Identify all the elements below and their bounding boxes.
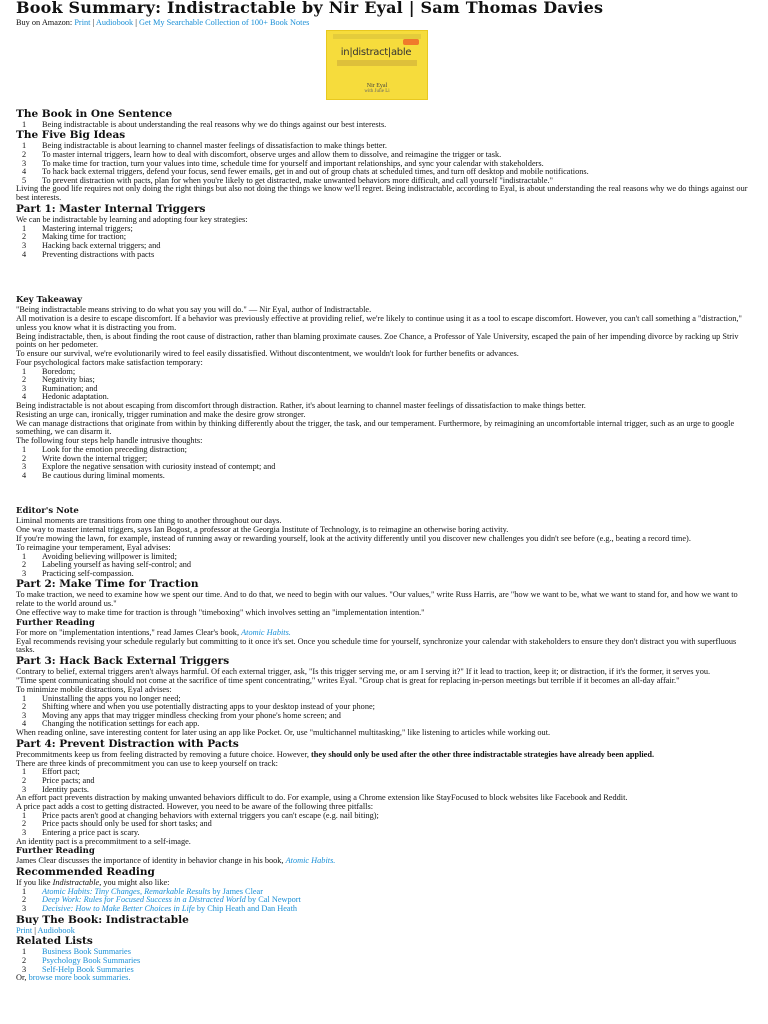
paragraph: When reading online, save interesting content for later using an app like Pocket. Or, use "multichannel multitasking," like listening to articles while working out. bbox=[16, 727, 551, 737]
paragraph: A price pact adds a cost to getting distracted. However, you need to be aware of the following three pitfalls: bbox=[16, 801, 374, 811]
related-list-link[interactable]: Self-Help Book Summaries bbox=[42, 964, 134, 974]
further-reading-heading: Further Reading bbox=[16, 617, 95, 628]
list-item: 2 Shifting where and when you use potentially distracting apps to your desktop instead of your phone; bbox=[22, 702, 375, 712]
list-item: 1 Uninstalling the apps you no longer need; bbox=[22, 693, 181, 703]
collection-link[interactable]: Get My Searchable Collection of 100+ Book Notes bbox=[139, 18, 310, 27]
list-item: 3 Decisive: How to Make Better Choices in Life by Chip Heath and Dan Heath bbox=[22, 904, 298, 914]
paragraph: If you're mowing the lawn, for example, instead of running away or rewarding yourself, look at the activity differently until you discover new challenges you didn't see before (e.g., beating a record time). bbox=[16, 534, 691, 544]
audiobook-link[interactable]: Audiobook bbox=[95, 18, 134, 27]
paragraph: One way to master internal triggers, says Ian Bogost, a professor at the Georgia Institute of Technology, is to reimagine an otherwise boring activity. bbox=[16, 525, 509, 535]
recommended-book-author[interactable]: by James Clear bbox=[212, 886, 264, 896]
related-heading: Related Lists bbox=[16, 935, 93, 948]
cover-author: Nir Eyal bbox=[366, 82, 388, 89]
temperament-list bbox=[16, 553, 752, 579]
list-item: 3 Hacking back external triggers; and bbox=[22, 240, 161, 250]
separator: | bbox=[34, 925, 36, 935]
list-item: 2 Psychology Book Summaries bbox=[22, 956, 141, 966]
further-reading-text: For more on "implementation intentions," read James Clear's book, Atomic Habits. bbox=[16, 627, 291, 637]
list-item: 1 Business Book Summaries bbox=[22, 947, 131, 957]
list-item: 2 Labeling yourself as having self-control; and bbox=[22, 560, 192, 570]
recommended-list bbox=[16, 888, 752, 914]
related-list-link[interactable]: Business Book Summaries bbox=[42, 947, 131, 957]
recommended-intro: If you like Indistractable, you might also like: bbox=[16, 878, 170, 888]
list-item: 1 Effort pact; bbox=[22, 767, 80, 777]
list-item: 3 To make time for traction, turn your values into time, schedule time for yourself and important relationships, and sync your calendar with stakeholders. bbox=[22, 158, 544, 168]
big-ideas-heading: The Five Big Ideas bbox=[16, 129, 126, 142]
part3-heading: Part 3: Hack Back External Triggers bbox=[16, 655, 230, 668]
list-item: 2 Price pacts; and bbox=[22, 775, 95, 785]
recommended-book-link[interactable]: Deep Work: Rules for Focused Success in a Distracted World bbox=[42, 895, 246, 905]
browse-more-link[interactable]: browse more book summaries. bbox=[28, 973, 131, 983]
paragraph: An identity pact is a precommitment to a self-image. bbox=[16, 836, 191, 846]
editors-note-heading: Editor's Note bbox=[16, 506, 79, 517]
list-item: 4 Changing the notification settings for each app. bbox=[22, 719, 200, 729]
paragraph: One effective way to make time for traction is through "timeboxing" which involves setting an "implementation intention." bbox=[16, 608, 425, 617]
factors-list bbox=[16, 368, 752, 402]
atomic-habits-link[interactable]: Atomic Habits. bbox=[285, 856, 336, 866]
steps-list bbox=[16, 446, 752, 480]
separator: | bbox=[92, 18, 95, 27]
cover-subtitle bbox=[337, 60, 417, 66]
pacts-list bbox=[16, 768, 752, 794]
list-item: 1 Boredom; bbox=[22, 366, 76, 376]
paragraph: Being indistractable is not about escaping from discomfort through distraction. Rather, it's about learning to channel master feelings of dissatisfaction to make things better. bbox=[16, 401, 586, 411]
list-item: 1 Being indistractable is about understanding the real reasons why we do things against our best interests. bbox=[22, 119, 387, 129]
buy-prefix: Buy on Amazon: bbox=[16, 18, 73, 27]
buy-links bbox=[16, 19, 752, 28]
pitfalls-list bbox=[16, 812, 752, 838]
list-item: 1 Mastering internal triggers; bbox=[22, 223, 133, 233]
cover-badge bbox=[403, 39, 419, 45]
paragraph: To reimagine your temperament, Eyal advises: bbox=[16, 542, 171, 552]
big-ideas-summary: Living the good life requires not only doing the right things but also not doing the things we know we'll regret. Being indistractable, according to Eyal, is about understanding the real reasons why we do things against our best interests. bbox=[16, 184, 748, 203]
list-item: 4 To hack back external triggers, defend your focus, send fewer emails, get in and out of group chats at scheduled times, and turn off desktop and mobile notifications. bbox=[22, 167, 589, 177]
paragraph: The following four steps help handle intrusive thoughts: bbox=[16, 436, 203, 446]
list-item: 3 Entering a price pact is scary. bbox=[22, 827, 140, 837]
list-item: 4 Preventing distractions with pacts bbox=[22, 249, 155, 259]
mobile-list bbox=[16, 695, 752, 729]
list-item: 2 To master internal triggers, learn how to deal with discomfort, observe urges and allow them to dissolve, and reimagine the trigger or task. bbox=[22, 149, 502, 159]
cover-coauthor: with Julie Li bbox=[364, 88, 390, 94]
list-item: 3 Rumination; and bbox=[22, 383, 98, 393]
recommended-book-author[interactable]: by Chip Heath and Dan Heath bbox=[196, 904, 298, 914]
list-item: 1 Atomic Habits: Tiny Changes, Remarkable Results by James Clear bbox=[22, 886, 264, 896]
paragraph: Being indistractable, then, is about finding the root cause of distraction, rather than blaming proximate causes. Zoe Chance, a Professor of Yale University, escaped the pain of her impending divorce by racking up Striv points on her pedometer. bbox=[16, 331, 739, 350]
list-item: 1 Price pacts aren't good at changing behaviors with external triggers you can't escape (e.g. nail biting); bbox=[22, 810, 379, 820]
print-link[interactable]: Print bbox=[74, 18, 91, 27]
list-item: 1 Look for the emotion preceding distraction; bbox=[22, 445, 187, 455]
part1-list bbox=[16, 225, 752, 259]
list-item: 4 Be cautious during liminal moments. bbox=[22, 470, 165, 480]
related-list-link[interactable]: Psychology Book Summaries bbox=[42, 956, 141, 966]
separator: | bbox=[135, 18, 137, 27]
one-sentence-list bbox=[16, 121, 752, 130]
atomic-habits-link[interactable]: Atomic Habits. bbox=[241, 627, 291, 637]
list-item: 1 Avoiding believing willpower is limited; bbox=[22, 551, 177, 561]
recommended-book-author[interactable]: by Cal Newport bbox=[247, 895, 301, 905]
big-ideas-list bbox=[16, 142, 752, 185]
paragraph: To make traction, we need to examine how we spent our time. And to do that, we need to begin with our values. "Our values," write Russ Harris, are "how we want to be, what we want to stand for, and how we want to relate to the world around us." bbox=[16, 590, 738, 609]
one-sentence-heading: The Book in One Sentence bbox=[16, 107, 173, 120]
buy-book-heading: Buy The Book: Indistractable bbox=[16, 913, 189, 926]
part4-heading: Part 4: Prevent Distraction with Pacts bbox=[16, 737, 239, 750]
browse-more: Or, browse more book summaries. bbox=[16, 973, 131, 983]
list-item: 3 Self-Help Book Summaries bbox=[22, 964, 134, 974]
paragraph: Eyal recommends revising your schedule regularly but committing to it once it's set. Once you schedule time for yourself, synchronize your calendar with stakeholders to ensure they don't distract you with superfluous tasks. bbox=[16, 636, 737, 655]
paragraph: All motivation is a desire to escape discomfort. If a behavior was previously effective at providing relief, we're likely to continue using it as a tool to escape discomfort. However, you can't call something a "distraction," unless you know what it is distracting you from. bbox=[16, 313, 742, 332]
related-list bbox=[16, 948, 752, 974]
list-item: 4 Hedonic adaptation. bbox=[22, 392, 109, 402]
audiobook-link[interactable]: Audiobook bbox=[37, 925, 75, 935]
key-takeaway-heading: Key Takeaway bbox=[16, 295, 83, 306]
recommended-heading: Recommended Reading bbox=[16, 866, 155, 879]
paragraph: Contrary to belief, external triggers aren't always harmful. Of each external trigger, ask, "Is this trigger serving me, or am I serving it?" If it lead to traction, keep it; or distraction, if it's the former, it serves you. bbox=[16, 667, 711, 677]
paragraph: There are three kinds of precommitment you can use to keep yourself on track: bbox=[16, 758, 278, 768]
paragraph: "Time spent communicating should not come at the sacrifice of time spent concentrating," writes Eyal. "Group chat is great for replacing in-person meetings but terrible if it becomes an all-day affair." bbox=[16, 675, 680, 685]
paragraph: Liminal moments are transitions from one thing to another throughout our days. bbox=[16, 516, 282, 526]
cover-title: in|distract|able bbox=[340, 46, 412, 58]
recommended-book-link[interactable]: Decisive: How to Make Better Choices in Life bbox=[42, 904, 195, 914]
paragraph: An effort pact prevents distraction by making unwanted behaviors difficult to do. For example, using a Chrome extension like StayFocused to block websites like Facebook and Reddit. bbox=[16, 793, 628, 803]
paragraph: To minimize mobile distractions, Eyal advises: bbox=[16, 684, 172, 694]
list-item: 3 Explore the negative sensation with curiosity instead of contempt; and bbox=[22, 462, 276, 472]
paragraph: Resisting an urge can, ironically, trigger rumination and make the desire grow stronger. bbox=[16, 409, 306, 419]
part1-intro: We can be indistractable by learning and adopting four key strategies: bbox=[16, 214, 248, 224]
list-item: 3 Practicing self-compassion. bbox=[22, 568, 134, 578]
print-link[interactable]: Print bbox=[16, 925, 33, 935]
list-item: 2 Making time for traction; bbox=[22, 232, 127, 242]
list-item: 1 Being indistractable is about learning to channel master feelings of dissatisfaction to make things better. bbox=[22, 141, 387, 151]
paragraph: Precommitments keep us from feeling distracted by removing a future choice. However, they should only be used after the other three indistractable strategies have already been applied. bbox=[16, 749, 655, 759]
book-cover-image bbox=[326, 30, 428, 100]
paragraph: To ensure our survival, we're evolutionarily wired to feel easily dissatisfied. Without discontentment, we wouldn't look for further benefits or advances. bbox=[16, 349, 519, 359]
list-item: 3 Identity pacts. bbox=[22, 784, 90, 794]
list-item: 2 Write down the internal trigger; bbox=[22, 453, 148, 463]
list-item: 2 Deep Work: Rules for Focused Success in a Distracted World by Cal Newport bbox=[22, 895, 301, 905]
list-item: 5 To prevent distraction with pacts, plan for when you're likely to get distracted, make unwanted behaviors more difficult, and call yourself "indistractable." bbox=[22, 175, 553, 185]
list-item: 2 Negativity bias; bbox=[22, 375, 95, 385]
key-takeaway-quote: "Being indistractable means striving to do what you say you will do." — Nir Eyal, author of Indistractable. bbox=[16, 305, 372, 315]
part1-heading: Part 1: Master Internal Triggers bbox=[16, 202, 206, 215]
paragraph: We can manage distractions that originate from within by thinking differently about the trigger, the task, and our temperament. Furthermore, by reimagining an uncomfortable internal trigger, such as an urge to google something, we can disarm it. bbox=[16, 418, 735, 437]
further-reading-text: James Clear discusses the importance of identity in behavior change in his book, Atomic Habits. bbox=[16, 856, 336, 866]
list-item: 2 Price pacts should only be used for short tasks; and bbox=[22, 819, 212, 829]
list-item: 3 Moving any apps that may trigger mindless checking from your phone's home screen; and bbox=[22, 710, 341, 720]
further-reading-heading: Further Reading bbox=[16, 846, 95, 857]
paragraph: Four psychological factors make satisfaction temporary: bbox=[16, 357, 203, 367]
page-title: Book Summary: Indistractable by Nir Eyal | Sam Thomas Davies bbox=[16, 0, 604, 17]
part2-heading: Part 2: Make Time for Traction bbox=[16, 578, 199, 591]
buy-book-links bbox=[16, 927, 752, 936]
recommended-book-link[interactable]: Atomic Habits: Tiny Changes, Remarkable Results bbox=[42, 886, 211, 896]
